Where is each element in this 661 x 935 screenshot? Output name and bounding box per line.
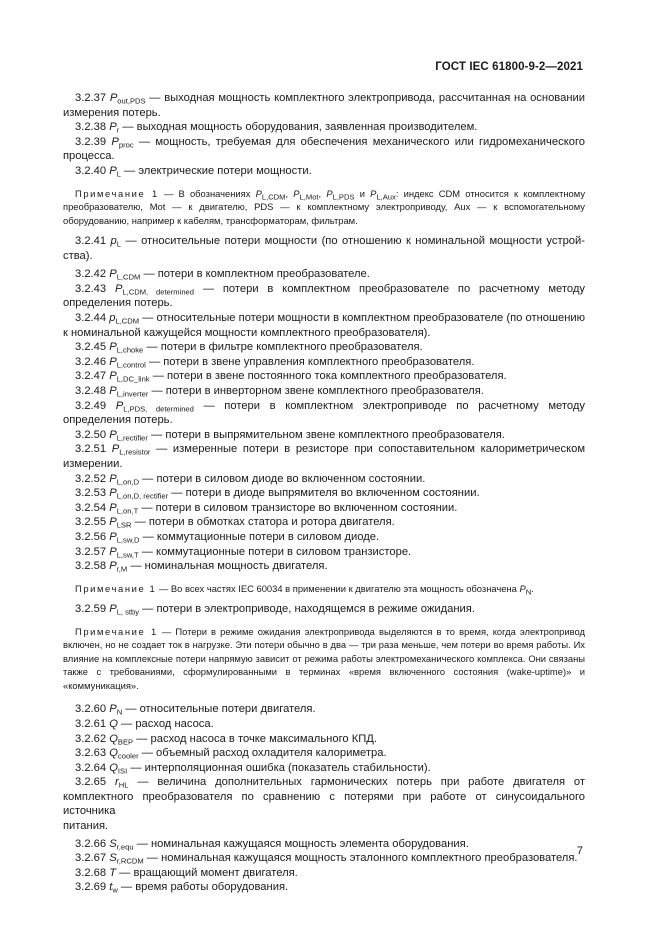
note-1 — [63, 187, 585, 228]
note-subscript: N — [525, 587, 532, 597]
term-symbol: r — [114, 776, 119, 789]
note-subscript: L,PDS — [332, 192, 355, 202]
term-3-2-68 — [63, 866, 585, 881]
term-definition: — вращающий момент двигателя. — [119, 866, 298, 879]
term-3-2-41-cont: ства). — [63, 249, 93, 262]
term-subscript: L, stby — [116, 607, 140, 617]
term-subscript: L,rectifier — [116, 433, 148, 443]
term-definition: — объемный расход охладителя калориметра. — [141, 747, 387, 760]
note-subscript: L,Mot — [299, 192, 319, 202]
term-3-2-48 — [63, 384, 585, 399]
term-3-2-38 — [63, 120, 585, 135]
term-symbol: P — [109, 355, 117, 368]
term-subscript: r,M — [116, 564, 128, 574]
term-subscript: BEP — [117, 737, 134, 746]
term-subscript: L,choke — [116, 345, 144, 355]
note-text: . — [531, 582, 534, 594]
term-number: 3.2.44 — [75, 312, 107, 325]
term-symbol: P — [109, 428, 117, 441]
term-definition: — номинальная кажущаяся мощность эталонного комплектного преобразователя. — [146, 852, 578, 865]
note-subscript: L,Aux — [376, 192, 396, 202]
term-number: 3.2.45 — [75, 341, 107, 354]
term-subscript: L,sw,T — [116, 550, 139, 560]
standard-header: ГОСТ IEC 61800-9-2—2021 — [435, 61, 583, 73]
term-3-2-42 — [63, 267, 585, 282]
term-number: 3.2.69 — [75, 881, 107, 894]
term-3-2-63 — [63, 746, 585, 761]
term-symbol: p — [110, 235, 117, 248]
term-3-2-47 — [63, 369, 585, 384]
term-number: 3.2.60 — [75, 703, 107, 716]
term-number: 3.2.66 — [75, 837, 107, 850]
term-number: 3.2.48 — [75, 385, 107, 397]
term-definition: — коммутационные потери в силовом транзисторе. — [141, 545, 412, 558]
note-sep: , — [285, 187, 289, 199]
term-3-2-39-cont: процесса. — [63, 150, 115, 163]
term-3-2-64 — [63, 761, 585, 776]
term-symbol: P — [109, 385, 117, 397]
term-number: 3.2.59 — [75, 603, 107, 616]
term-symbol: P — [114, 282, 123, 295]
term-3-2-65 — [63, 775, 585, 790]
note-2 — [63, 582, 585, 596]
term-3-2-65-cont: комплектного преобразователя по сравнению с потерями при работе от синусоидального источника — [63, 790, 585, 818]
term-definition: — интерполяционная ошибка (показатель стабильности). — [130, 761, 431, 774]
term-subscript: L,CDM — [116, 272, 141, 282]
term-definition: — потери в диоде выпрямителя во включенном состоянии. — [171, 487, 480, 500]
term-definition: — потери в комплектном преобразователе. — [143, 268, 370, 281]
term-subscript: N — [116, 707, 123, 717]
note-label: Примечание 1 — [75, 625, 158, 637]
term-3-2-65-cont2: питания. — [63, 820, 109, 833]
term-number: 3.2.41 — [75, 235, 107, 248]
term-subscript: r,RCDM — [116, 856, 144, 866]
term-3-2-44-cont: к номинальной кажущейся мощности комплектного преобразователя). — [63, 326, 431, 339]
term-3-2-45 — [63, 340, 585, 355]
term-definition: — относительные потери мощности (по отношению к номинальной мощности устрой- — [125, 235, 585, 248]
term-3-2-51 — [63, 442, 585, 457]
term-subscript: L,on,D, rectifier — [116, 491, 169, 501]
term-definition: — расход насоса. — [121, 717, 214, 730]
term-subscript: r — [116, 125, 120, 135]
term-3-2-66 — [63, 837, 585, 852]
note-symbol: P — [326, 187, 333, 199]
term-definition: — потери в обмотках статора и ротора двигателя. — [134, 516, 395, 529]
term-number: 3.2.46 — [75, 355, 107, 368]
term-symbol: P — [109, 92, 118, 104]
term-symbol: P — [109, 121, 117, 134]
term-definition: — потери в комплектном электроприводе по расчетному методу — [203, 399, 585, 412]
term-symbol: P — [109, 370, 117, 383]
term-subscript: L,CDM — [115, 316, 140, 326]
note-label: Примечание 1 — [75, 582, 157, 594]
term-symbol: P — [115, 399, 124, 412]
term-definition: — потери в электроприводе, находящемся в режиме ожидания. — [142, 603, 475, 616]
term-subscript: L,on,D — [116, 477, 140, 487]
term-symbol: T — [109, 866, 117, 879]
term-subscript: HL — [118, 780, 129, 790]
term-number: 3.2.64 — [75, 761, 107, 774]
term-3-2-53 — [63, 486, 585, 501]
term-symbol: P — [109, 164, 117, 177]
term-subscript: L — [116, 169, 121, 179]
term-3-2-55 — [63, 515, 585, 530]
term-definition: — величина дополнительных гармонических потерь при работе двигателя от — [137, 776, 586, 789]
term-3-2-62 — [63, 732, 585, 747]
note-3 — [63, 625, 585, 693]
term-3-2-39 — [63, 135, 585, 150]
term-definition: — потери в комплектном преобразователе по расчетному методу — [202, 282, 586, 295]
term-symbol: P — [109, 472, 117, 485]
term-definition: — потери в фильтре комплектного преобразователя. — [146, 341, 423, 354]
term-symbol: Q — [109, 732, 118, 745]
term-3-2-61 — [63, 717, 585, 732]
note-symbol: P — [255, 187, 262, 199]
note-symbol: P — [370, 187, 377, 199]
term-subscript: L,inverter — [116, 389, 149, 399]
term-3-2-49-cont: определения потерь. — [63, 414, 173, 427]
term-symbol: P — [109, 501, 117, 514]
term-symbol: Q — [109, 717, 118, 730]
term-3-2-67 — [63, 851, 585, 866]
note-label: Примечание 1 — [75, 187, 159, 199]
term-symbol: S — [109, 852, 117, 865]
term-3-2-56 — [63, 530, 585, 545]
term-symbol: P — [109, 341, 117, 354]
term-symbol: P — [109, 530, 117, 543]
term-3-2-54 — [63, 501, 585, 516]
term-number: 3.2.62 — [75, 732, 107, 745]
term-number: 3.2.37 — [75, 92, 107, 104]
term-definition: — время работы оборудования. — [120, 881, 289, 894]
term-symbol: Q — [109, 747, 118, 760]
term-number: 3.2.65 — [75, 776, 107, 789]
term-symbol: P — [109, 703, 117, 716]
term-number: 3.2.38 — [75, 121, 107, 134]
term-symbol: Q — [109, 761, 118, 774]
term-subscript: out,PDS — [117, 96, 146, 106]
term-3-2-43-cont: определения потерь. — [63, 297, 173, 310]
term-definition: — относительные потери двигателя. — [125, 703, 316, 716]
term-subscript: L,PDS, determined — [123, 404, 194, 414]
note-text: — Потери в режиме ожидания электропривода выделяются в то время, когда электропривод включен, но не создает ток в нагрузке. Эти потери обычно в два — три раза меньше, чем потери во время работы. Их влияние на комплексные потери напрямую зависит от режима работы электромеханического комплекса. Они связаны также с требованиями, сформулированными в терминах «время включенного состояния (wake-uptime)» и «коммуникация». — [63, 625, 585, 691]
term-symbol: P — [111, 443, 120, 456]
term-number: 3.2.57 — [75, 545, 107, 558]
term-definition: — потери в силовом транзисторе во включенном состоянии. — [141, 501, 458, 514]
note-text: — Во всех частях IEC 60034 в применении к двигателю эта мощность обозначена — [158, 582, 517, 594]
term-number: 3.2.55 — [75, 516, 107, 529]
note-text: : индекс CDM относится к комплектному преобразователю, Mot — к двигателю, PDS — к комплектному электроприводу, Aux — к вспомогательному оборудованию, например к кабелям, трансформаторам, фильтрам. — [63, 187, 586, 226]
term-definition: — коммутационные потери в силовом диоде. — [142, 530, 380, 543]
term-definition: — потери в выпрямительном звене комплектного преобразователя. — [151, 428, 505, 441]
term-number: 3.2.40 — [75, 164, 107, 177]
term-subscript: L — [116, 239, 122, 249]
term-symbol: P — [109, 487, 117, 500]
term-number: 3.2.68 — [75, 866, 107, 879]
term-definition: — выходная мощность оборудования, заявленная производителем. — [122, 121, 478, 134]
term-subscript: w — [112, 885, 118, 895]
note-symbol: P — [293, 187, 300, 199]
term-number: 3.2.51 — [75, 443, 107, 456]
term-subscript: ISI — [117, 766, 128, 776]
note-sep: и — [359, 187, 365, 199]
term-subscript: cooler — [117, 751, 139, 761]
term-number: 3.2.47 — [75, 370, 107, 383]
term-subscript: r,equ — [116, 842, 134, 852]
term-3-2-59 — [63, 602, 585, 617]
term-symbol: S — [109, 837, 117, 850]
term-3-2-43 — [63, 282, 585, 297]
term-subscript: L,resistor — [119, 447, 151, 457]
term-3-2-51-cont: измерении. — [63, 457, 123, 470]
note-subscript: L,CDM — [261, 192, 286, 202]
note-symbol: P — [519, 582, 526, 594]
term-symbol: P — [109, 560, 117, 573]
term-3-2-49 — [63, 399, 585, 414]
term-3-2-50 — [63, 428, 585, 443]
term-3-2-44 — [63, 311, 585, 326]
term-subscript: L,control — [116, 360, 146, 370]
term-definition: — относительные потери мощности в комплектном преобразователе (по отношению — [142, 312, 586, 325]
term-definition: — номинальная мощность двигателя. — [130, 560, 328, 573]
term-number: 3.2.43 — [75, 282, 107, 295]
term-3-2-69 — [63, 880, 585, 895]
term-subscript: proc — [118, 140, 134, 150]
term-symbol: p — [109, 312, 116, 325]
terms-body — [63, 91, 585, 895]
term-definition: — потери в инверторном звене комплектного преобразователя. — [151, 385, 484, 397]
term-3-2-37-cont: измерения потерь. — [63, 106, 161, 119]
term-definition: — потери в силовом диоде во включенном состоянии. — [142, 472, 426, 485]
term-definition: — номинальная кажущаяся мощность элемента оборудования. — [136, 837, 469, 850]
term-definition: — потери в звене постоянного тока комплектного преобразователя. — [152, 370, 507, 383]
term-definition: — выходная мощность комплектного электропривода, рассчитанная на основании — [149, 92, 586, 104]
term-number: 3.2.42 — [75, 268, 107, 281]
term-number: 3.2.50 — [75, 428, 107, 441]
term-3-2-41 — [63, 234, 585, 249]
term-subscript: L,DC_link — [116, 374, 150, 384]
term-number: 3.2.49 — [75, 399, 107, 412]
page-number: 7 — [576, 845, 583, 857]
term-3-2-57 — [63, 545, 585, 560]
term-number: 3.2.56 — [75, 530, 107, 543]
term-3-2-37 — [63, 91, 585, 106]
term-definition: — измеренные потери в резисторе при сопоставительном калориметрическом — [156, 443, 586, 456]
note-text: — В обозначениях — [164, 187, 251, 199]
term-number: 3.2.39 — [75, 135, 107, 148]
note-sep: , — [318, 187, 322, 199]
term-definition: — мощность, требуемая для обеспечения механического или гидромеханического — [138, 135, 586, 148]
term-number: 3.2.61 — [75, 717, 107, 730]
term-subscript: L,on,T — [116, 506, 139, 516]
term-number: 3.2.53 — [75, 487, 107, 500]
term-subscript: L,CDM, determined — [122, 287, 194, 297]
term-number: 3.2.63 — [75, 747, 107, 760]
term-symbol: P — [109, 603, 117, 616]
term-3-2-40 — [63, 164, 585, 179]
term-definition: — потери в звене управления комплектного преобразователя. — [148, 355, 475, 368]
term-number: 3.2.58 — [75, 560, 107, 573]
term-number: 3.2.67 — [75, 852, 107, 865]
term-number: 3.2.52 — [75, 472, 107, 485]
term-symbol: P — [111, 135, 119, 148]
term-symbol: P — [109, 268, 117, 281]
term-symbol: P — [109, 545, 117, 558]
term-3-2-52 — [63, 472, 585, 487]
term-3-2-58 — [63, 559, 585, 574]
term-definition: — электрические потери мощности. — [124, 164, 312, 177]
term-3-2-46 — [63, 355, 585, 370]
term-3-2-60 — [63, 702, 585, 717]
term-number: 3.2.54 — [75, 501, 107, 514]
term-subscript: L,sw,D — [116, 535, 140, 545]
term-symbol: t — [109, 881, 113, 894]
term-definition: — расход насоса в точке максимального КПД. — [136, 732, 377, 745]
term-subscript: LSR — [116, 520, 132, 530]
term-symbol: P — [109, 516, 117, 529]
